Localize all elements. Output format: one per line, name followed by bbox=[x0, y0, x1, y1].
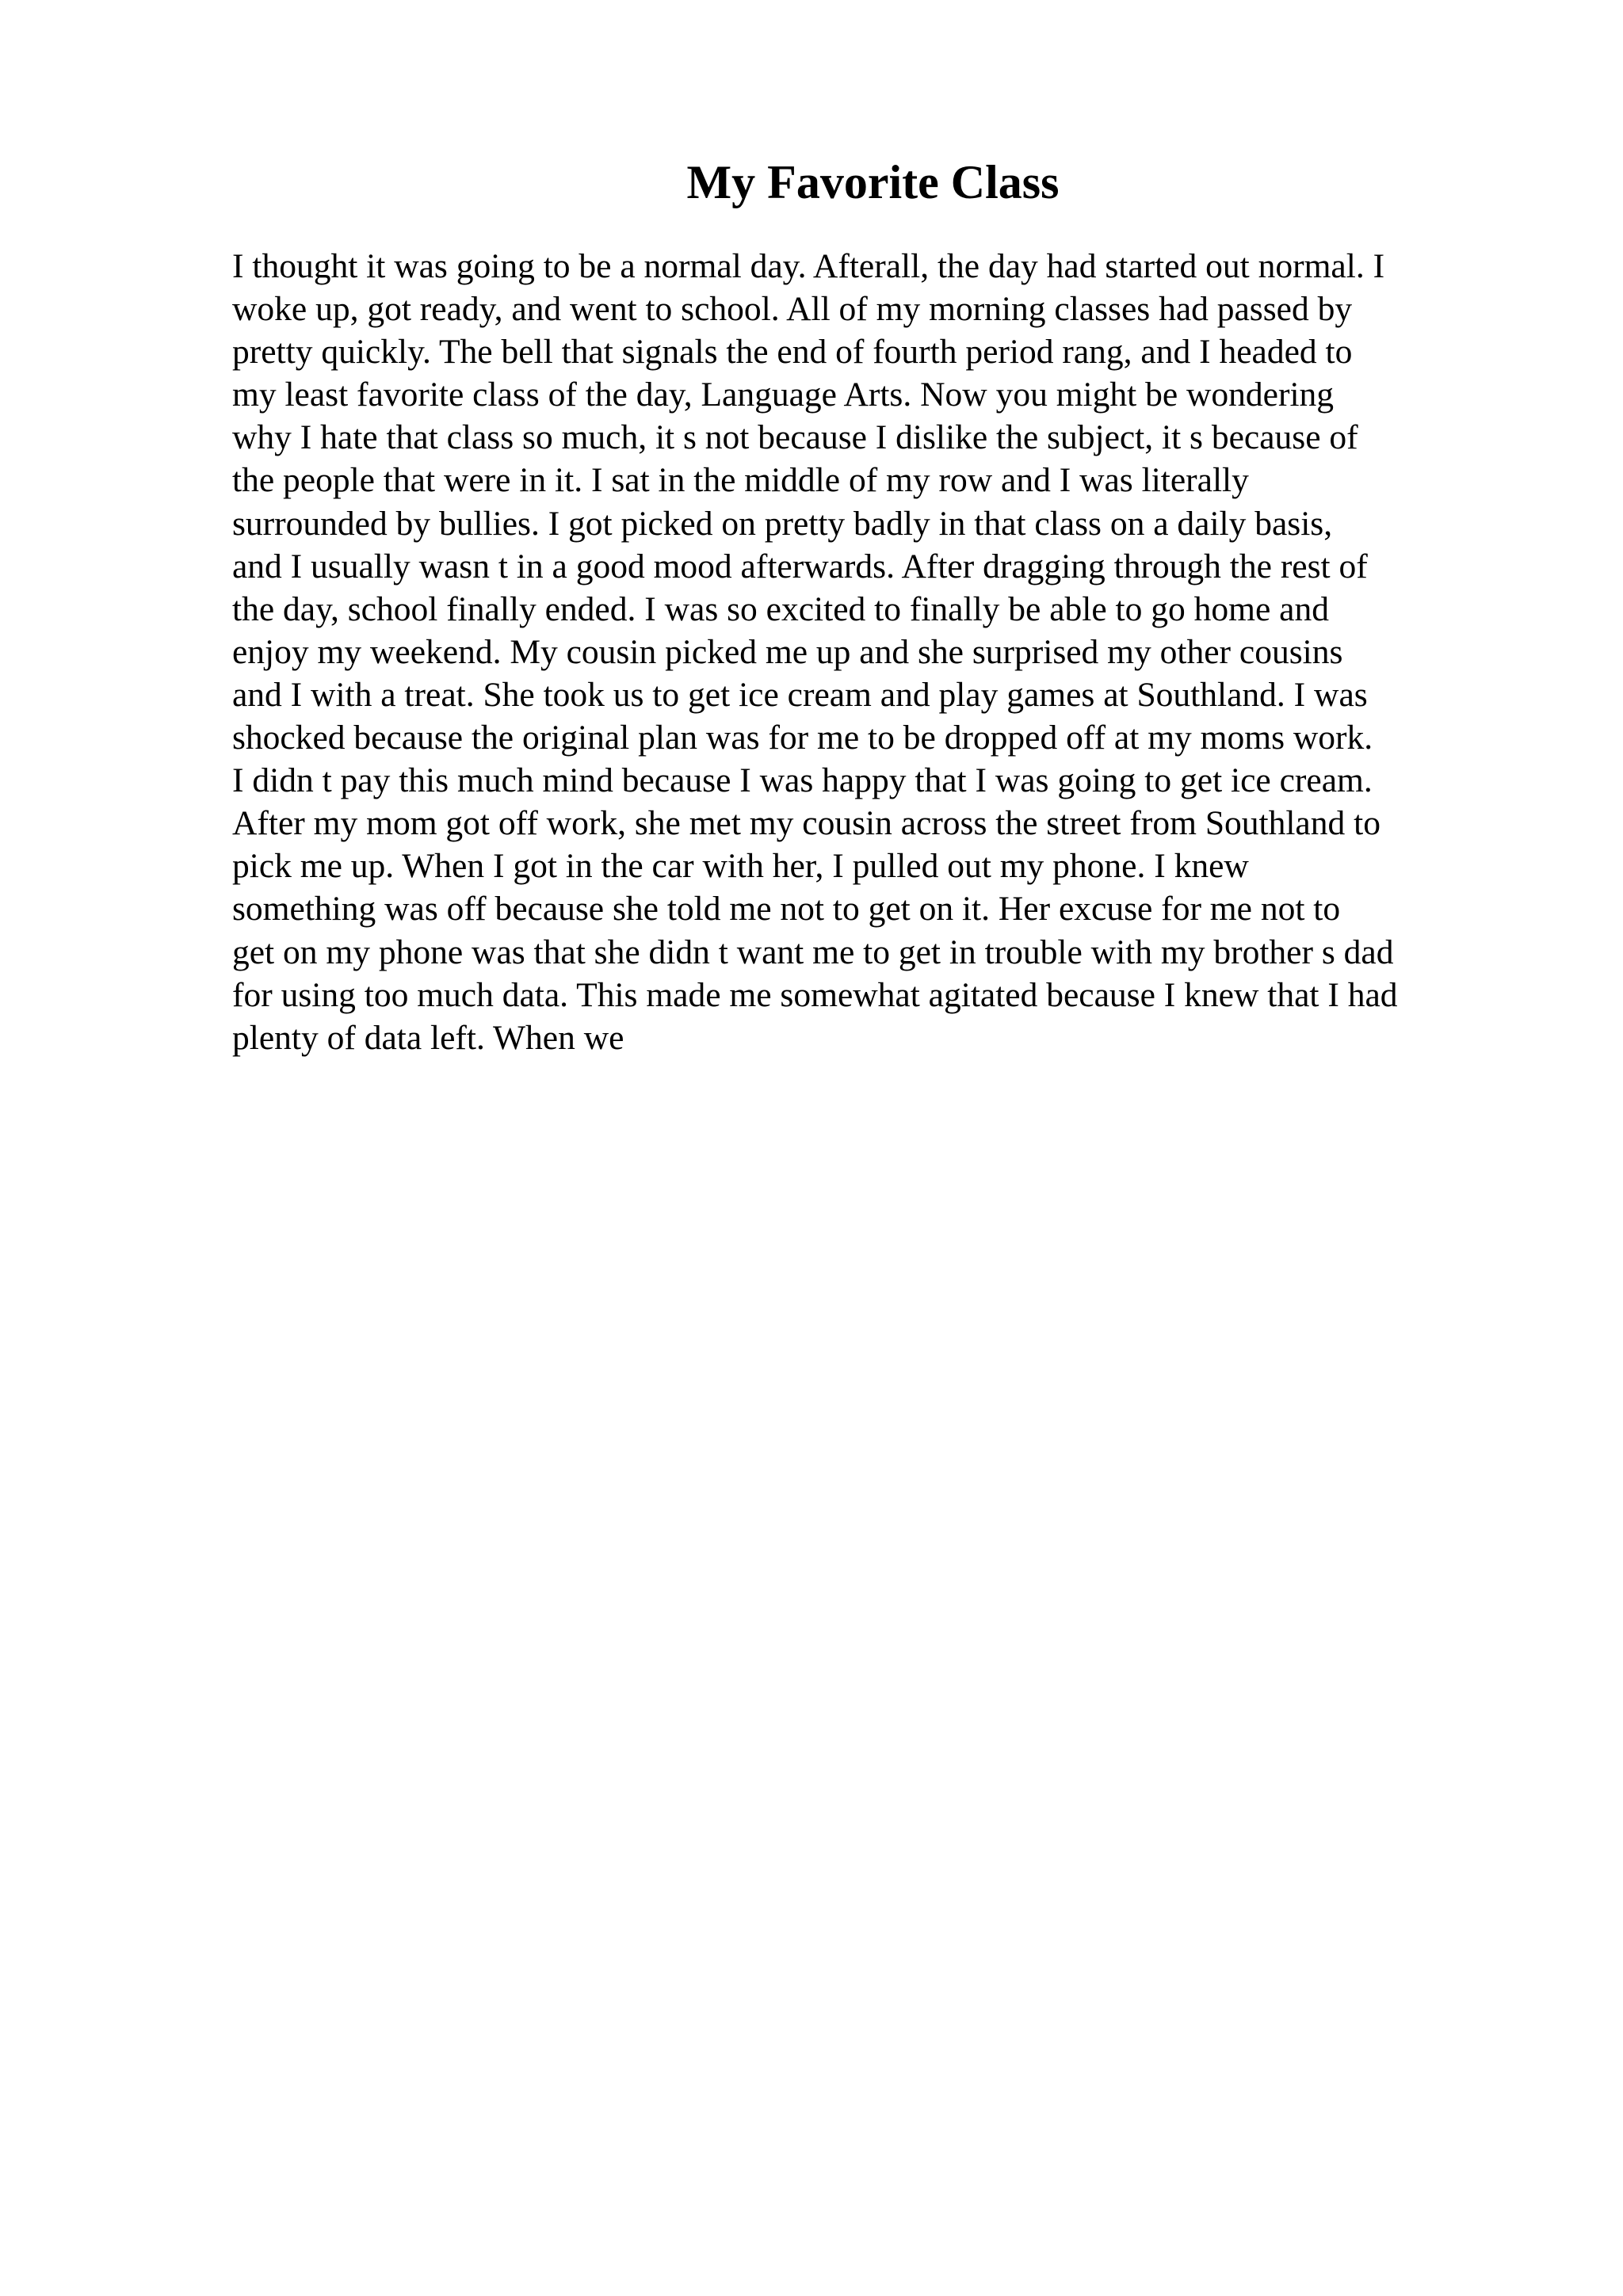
text-line: get on my phone was that she didn t want me to get in trouble with my brother s dad bbox=[232, 933, 1394, 971]
text-line: woke up, got ready, and went to school. All of my morning classes had passed by bbox=[232, 290, 1353, 329]
essay-body bbox=[232, 245, 1500, 1059]
text-line: I didn t pay this much mind because I was happy that I was going to get ice cream. bbox=[232, 761, 1373, 800]
page-title: My Favorite Class bbox=[686, 156, 1060, 208]
text-line: pick me up. When I got in the car with her, I pulled out my phone. I knew bbox=[232, 847, 1249, 886]
text-line: pretty quickly. The bell that signals the end of fourth period rang, and I headed to bbox=[232, 333, 1353, 372]
text-line: and I with a treat. She took us to get ice cream and play games at Southland. I was bbox=[232, 675, 1368, 714]
text-line: why I hate that class so much, it s not because I dislike the subject, it s because of bbox=[232, 418, 1358, 457]
text-line: enjoy my weekend. My cousin picked me up and she surprised my other cousins bbox=[232, 632, 1343, 671]
text-line: I thought it was going to be a normal day. Afterall, the day had started out normal. I bbox=[232, 247, 1385, 285]
text-line: my least favorite class of the day, Language Arts. Now you might be wondering bbox=[232, 376, 1335, 414]
text-line: and I usually wasn t in a good mood afterwards. After dragging through the rest of bbox=[232, 547, 1368, 585]
text-line: the day, school finally ended. I was so excited to finally be able to go home and bbox=[232, 589, 1329, 628]
text-line: something was off because she told me not to get on it. Her excuse for me not to bbox=[232, 890, 1341, 929]
text-line: After my mom got off work, she met my cousin across the street from Southland to bbox=[232, 804, 1381, 843]
text-line: for using too much data. This made me somewhat agitated because I knew that I had bbox=[232, 975, 1398, 1014]
text-line: surrounded by bullies. I got picked on pretty badly in that class on a daily basis, bbox=[232, 504, 1333, 543]
text-line: plenty of data left. When we bbox=[232, 1018, 624, 1057]
text-line: shocked because the original plan was for me to be dropped off at my moms work. bbox=[232, 719, 1373, 757]
text-line: the people that were in it. I sat in the middle of my row and I was literally bbox=[232, 461, 1249, 500]
